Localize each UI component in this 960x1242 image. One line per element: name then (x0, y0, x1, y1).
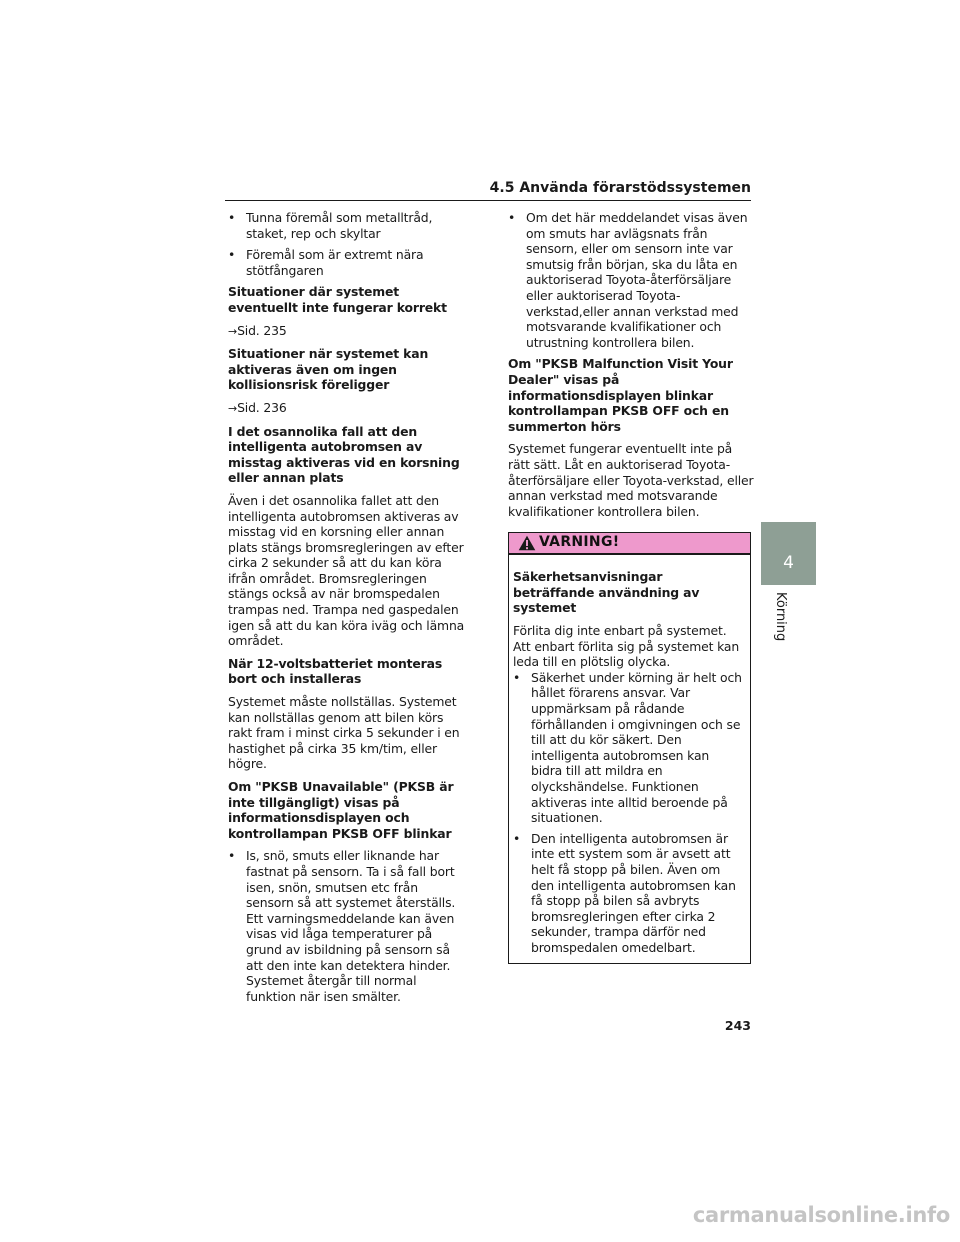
section-title: 4.5 Använda förarstödssystemen (489, 180, 751, 196)
paragraph: Systemet fungerar eventuellt inte på rätt sätt. Låt en auktoriserad Toyota-återförsäljare eller Toyota-verkstad, eller annan verkstad med motsvarande kvalifikationer kontrollera bilen. (508, 441, 754, 519)
page-number: 243 (724, 1018, 751, 1033)
warning-title: VARNING! (539, 534, 620, 551)
bullet-icon: • (228, 210, 236, 225)
list-item: • Föremål som är extremt nära stötfångaren (228, 247, 424, 278)
page-reference-link[interactable]: →Sid. 236 (228, 399, 287, 415)
subheading: Situationer där systemet eventuellt inte fungerar korrekt (228, 284, 447, 315)
bullet-icon: • (228, 247, 236, 263)
list-item: • Om det här meddelandet visas även om smuts har avlägsnats från sensorn, eller om sensorn inte var smutsig från början, ska du låta en auktoriserad Toyota-återförsäljare eller auktoriserad Toyota-verkstad,eller annan verkstad med motsvarande kvalifikationer och utrustning kontrollera bilen. (508, 210, 748, 350)
paragraph: Systemet måste nollställas. Systemet kan nollställas genom att bilen körs rakt fram i minst cirka 5 sekunder i en hastighet på cirka 35 km/tim, eller högre. (228, 694, 460, 772)
warning-heading: Säkerhetsanvisningar beträffande användning av systemet (513, 569, 700, 616)
bullet-icon: • (513, 669, 521, 685)
arrow-right-icon: → (228, 401, 238, 415)
list-item: • Is, snö, smuts eller liknande har fastnat på sensorn. Ta i så fall bort isen, snön, smutsen etc från sensorn så att systemet återställs. Ett varningsmeddelande kan även visas vid låga temperaturer på grund av isbildning på sensorn så att den inte kan detektera hinder. Systemet återgår till normal funktion när isen smälter. (228, 848, 456, 1004)
list-item: • Den intelligenta autobromsen är inte ett system som är avsett att helt få stopp på bilen. Även om den intelligenta autobromsen kan få stopp på bilen så avbryts bromsregleringen efter cirka 2 sekunder, trampa därför ned bromspedalen omedelbart. (513, 830, 736, 955)
page-reference-link[interactable]: →Sid. 235 (228, 322, 287, 338)
chapter-label: Körning (773, 592, 788, 642)
warning-header (509, 533, 750, 555)
warning-body (509, 555, 750, 955)
warning-triangle-icon (518, 535, 536, 551)
paragraph: Även i det osannolika fallet att den intelligenta autobromsen aktiveras av misstag vid en korsning eller annan plats stängs bromsregleringen av efter cirka 2 sekunder så att du kan köra ifrån området. Bromsregleringen stängs också av när bromspedalen trampas ned. Trampa ned gaspedalen igen så att du kan köra iväg och lämna området. (228, 492, 465, 649)
right-column (508, 210, 754, 964)
bullet-icon: • (513, 830, 521, 846)
chapter-number: 4 (783, 553, 794, 573)
subheading: Om "PKSB Malfunction Visit Your Dealer" visas på informationsdisplayen blinkar kontrollampan PKSB OFF och en summerton hörs (508, 356, 733, 434)
watermark: carmanualsonline.info (692, 1203, 950, 1227)
subheading: I det osannolika fall att den intelligenta autobromsen av misstag aktiveras vid en korsning eller annan plats (228, 423, 460, 486)
header-rule (225, 200, 751, 201)
bullet-icon: • (508, 210, 516, 225)
subheading: Om "PKSB Unavailable" (PKSB är inte tillgängligt) visas på informationsdisplayen och kontrollampan PKSB OFF blinkar (228, 779, 454, 841)
chapter-tab[interactable] (761, 522, 816, 585)
arrow-right-icon: → (228, 324, 238, 338)
bullet-icon: • (228, 848, 236, 864)
subheading: När 12-voltsbatteriet monteras bort och installeras (228, 655, 443, 687)
list-item: • Tunna föremål som metalltråd, staket, rep och skyltar (228, 210, 433, 241)
warning-box (508, 532, 751, 963)
subheading: Situationer när systemet kan aktiveras även om ingen kollisionsrisk föreligger (228, 346, 429, 393)
list-item: • Säkerhet under körning är helt och hållet förarens ansvar. Var uppmärksam på rådande förhållanden i omgivningen och se till att du kör säkert. Den intelligenta autobromsen kan bidra till att mildra en olyckshändelse. Funktionen aktiveras inte alltid beroende på situationen. (513, 669, 742, 826)
left-column (228, 210, 468, 1010)
warning-paragraph: Förlita dig inte enbart på systemet. Att enbart förlita sig på systemet kan leda till en plötslig olycka. (513, 623, 740, 670)
